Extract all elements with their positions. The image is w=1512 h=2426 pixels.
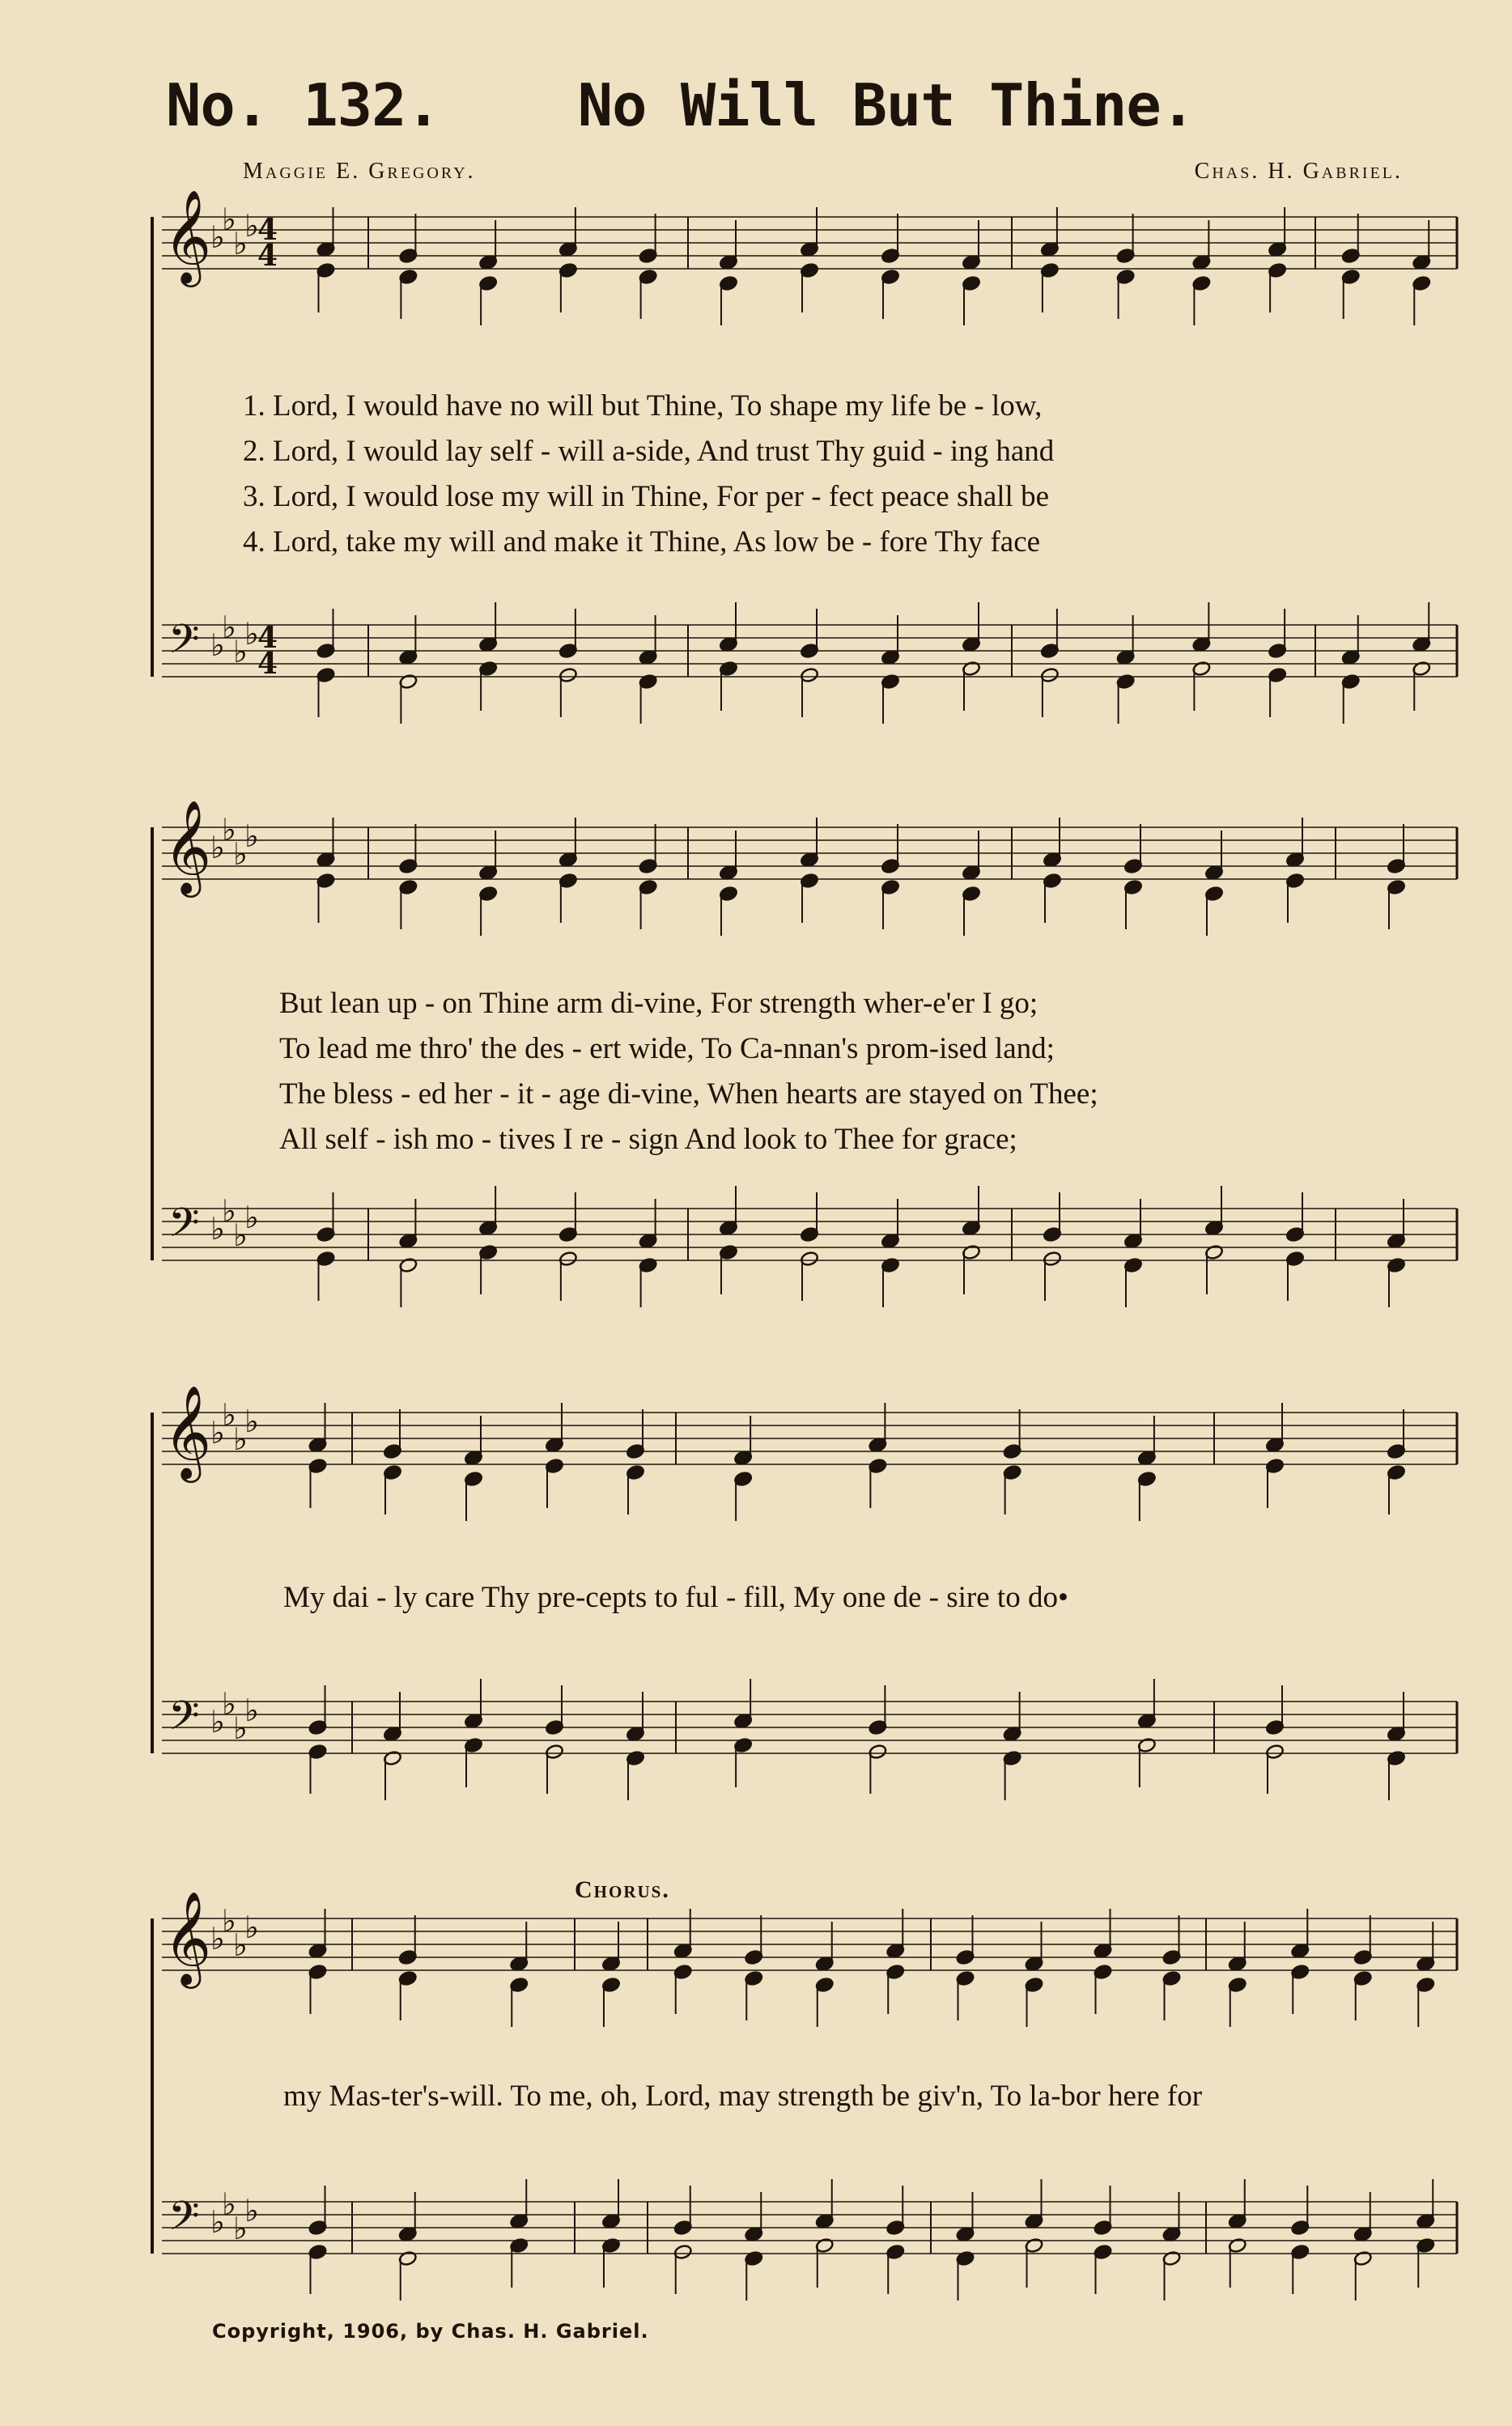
- lyric-line: But lean up - on Thine arm di-vine, For strength wher-e'er I go;: [279, 987, 1038, 1020]
- flat-sign: ♭: [244, 1910, 259, 1945]
- composer-credit: Chas. H. Gabriel.: [1194, 159, 1403, 184]
- time-signature-digit: 4: [257, 213, 278, 247]
- bass-clef: 𝄢: [168, 1200, 200, 1256]
- flat-sign: ♭: [210, 627, 225, 663]
- treble-clef: 𝄞: [164, 1384, 212, 1479]
- flat-sign: ♭: [222, 812, 236, 848]
- lyric-line: my Mas-ter's-will. To me, oh, Lord, may strength be giv'n, To la-bor here for: [283, 2080, 1203, 2113]
- treble-clef: 𝄞: [164, 1890, 212, 1985]
- lyric-line: 4. Lord, take my will and make it Thine, As low be - fore Thy face: [243, 525, 1041, 559]
- flat-sign: ♭: [244, 818, 259, 854]
- lyric-line: 1. Lord, I would have no will but Thine, To shape my life be - low,: [243, 389, 1043, 423]
- hymn-number: No. 132.: [166, 71, 440, 139]
- bass-clef: 𝄢: [168, 1693, 200, 1749]
- chorus-label: Chorus.: [575, 1876, 670, 1903]
- lyric-line: All self - ish mo - tives I re - sign And look to Thee for grace;: [279, 1123, 1017, 1156]
- lyric-line: To lead me thro' the des - ert wide, To Ca-nnan's prom-ised land;: [279, 1032, 1055, 1065]
- flat-sign: ♭: [222, 1686, 236, 1722]
- flat-sign: ♭: [210, 2204, 225, 2240]
- flat-sign: ♭: [233, 634, 248, 669]
- lyric-line: 2. Lord, I would lay self - will a-side, And trust Thy guid - ing hand: [243, 435, 1055, 468]
- flat-sign: ♭: [222, 1397, 236, 1433]
- flat-sign: ♭: [233, 836, 248, 872]
- flat-sign: ♭: [244, 616, 259, 652]
- flat-sign: ♭: [233, 1217, 248, 1253]
- flat-sign: ♭: [222, 202, 236, 237]
- flat-sign: ♭: [233, 1927, 248, 1963]
- flat-sign: ♭: [244, 2193, 259, 2228]
- bass-clef: 𝄢: [168, 2193, 200, 2250]
- flat-sign: ♭: [222, 610, 236, 645]
- flat-sign: ♭: [210, 830, 225, 865]
- flat-sign: ♭: [210, 1211, 225, 1247]
- author-credit: Maggie E. Gregory.: [243, 159, 476, 184]
- flat-sign: ♭: [244, 1404, 259, 1439]
- lyric-line: My dai - ly care Thy pre-cepts to ful - fill, My one de - sire to do•: [283, 1581, 1068, 1614]
- flat-sign: ♭: [244, 208, 259, 244]
- hymn-title: No Will But Thine.: [577, 71, 1196, 139]
- treble-clef: 𝄞: [164, 189, 212, 283]
- flat-sign: ♭: [222, 2186, 236, 2222]
- flat-sign: ♭: [210, 1704, 225, 1740]
- flat-sign: ♭: [233, 1710, 248, 1746]
- flat-sign: ♭: [244, 1693, 259, 1728]
- bass-clef: 𝄢: [168, 616, 200, 673]
- time-signature-digit: 4: [257, 621, 278, 655]
- time-signature-digit: 4: [257, 239, 278, 273]
- flat-sign: ♭: [233, 226, 248, 261]
- time-signature-digit: 4: [257, 647, 278, 681]
- lyric-line: The bless - ed her - it - age di-vine, When hearts are stayed on Thee;: [279, 1077, 1098, 1111]
- flat-sign: ♭: [244, 1200, 259, 1235]
- flat-sign: ♭: [210, 1921, 225, 1957]
- lyric-line: 3. Lord, I would lose my will in Thine, For per - fect peace shall be: [243, 480, 1050, 513]
- copyright-notice: Copyright, 1906, by Chas. H. Gabriel.: [212, 2320, 649, 2343]
- flat-sign: ♭: [210, 219, 225, 255]
- flat-sign: ♭: [233, 1421, 248, 1457]
- treble-clef: 𝄞: [164, 799, 212, 894]
- flat-sign: ♭: [222, 1903, 236, 1939]
- flat-sign: ♭: [210, 1415, 225, 1451]
- flat-sign: ♭: [222, 1193, 236, 1229]
- flat-sign: ♭: [233, 2211, 248, 2246]
